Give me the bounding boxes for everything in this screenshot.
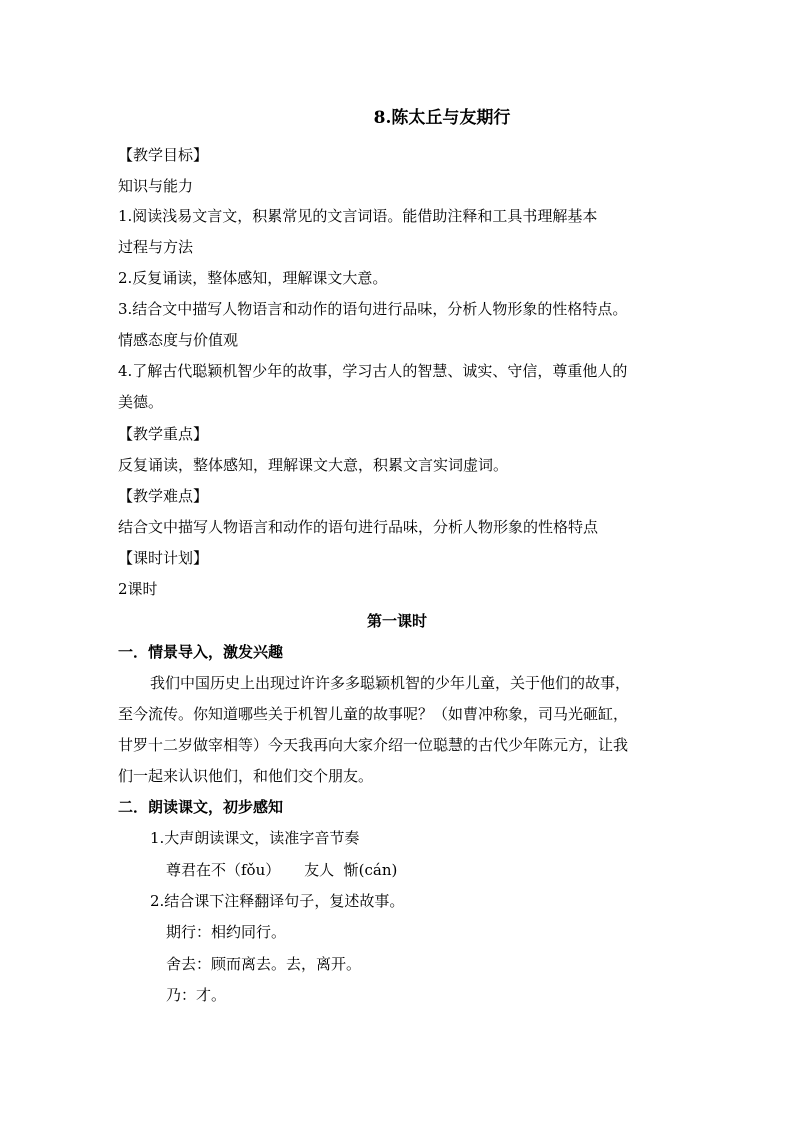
- part-1-heading: 一．情景导入，激发兴趣: [118, 643, 284, 661]
- part-1-line-4: 们一起来认识他们，和他们交个朋友。: [118, 767, 374, 785]
- key-points-heading: 【教学重点】: [118, 425, 209, 443]
- key-points-text: 反复诵读，整体感知，理解课文大意，积累文言实词虚词。: [118, 456, 509, 474]
- goal-4-line-1: 4.了解古代聪颖机智少年的故事，学习古人的智慧、诚实、守信，尊重他人的: [118, 362, 628, 380]
- step-1: 1.大声朗读课文，读准字音节奏: [150, 829, 360, 847]
- goal-3: 3.结合文中描写人物语言和动作的语句进行品味，分析人物形象的性格特点。: [118, 300, 628, 318]
- knowledge-heading: 知识与能力: [118, 177, 194, 195]
- difficulty-heading: 【教学难点】: [118, 487, 209, 505]
- lesson-heading: 第一课时: [366, 612, 427, 630]
- part-1-line-1: 我们中国历史上出现过许许多多聪颖机智的少年儿童，关于他们的故事，: [150, 674, 631, 692]
- gloss-3: 乃：才。: [166, 986, 227, 1004]
- plan-heading: 【课时计划】: [118, 549, 209, 567]
- difficulty-text: 结合文中描写人物语言和动作的语句进行品味，分析人物形象的性格特点: [118, 518, 599, 536]
- plan-text: 2课时: [118, 580, 158, 598]
- gloss-1: 期行：相约同行。: [166, 923, 287, 941]
- process-heading: 过程与方法: [118, 238, 194, 256]
- part-2-heading: 二．朗读课文，初步感知: [118, 798, 284, 816]
- part-1-line-2: 至今流传。你知道哪些关于机智儿童的故事呢？（如曹冲称象，司马光砸缸，: [118, 705, 629, 723]
- goal-2: 2.反复诵读，整体感知，理解课文大意。: [118, 269, 388, 287]
- emotion-heading: 情感态度与价值观: [118, 331, 239, 349]
- goals-heading: 【教学目标】: [118, 146, 209, 164]
- part-1-line-3: 甘罗十二岁做宰相等）今天我再向大家介绍一位聪慧的古代少年陈元方，让我: [118, 736, 629, 754]
- goal-1: 1.阅读浅易文言文，积累常见的文言词语。能借助注释和工具书理解基本: [118, 207, 598, 225]
- step-2: 2.结合课下注释翻译句子，复述故事。: [150, 892, 405, 910]
- document-title: 8.陈太丘与友期行: [373, 108, 511, 128]
- goal-4-line-2: 美德。: [118, 393, 164, 411]
- gloss-2: 舍去：顾而离去。去，离开。: [166, 955, 362, 973]
- pronunciation-line: 尊君在不（fǒu） 友人 惭(cán): [166, 861, 398, 879]
